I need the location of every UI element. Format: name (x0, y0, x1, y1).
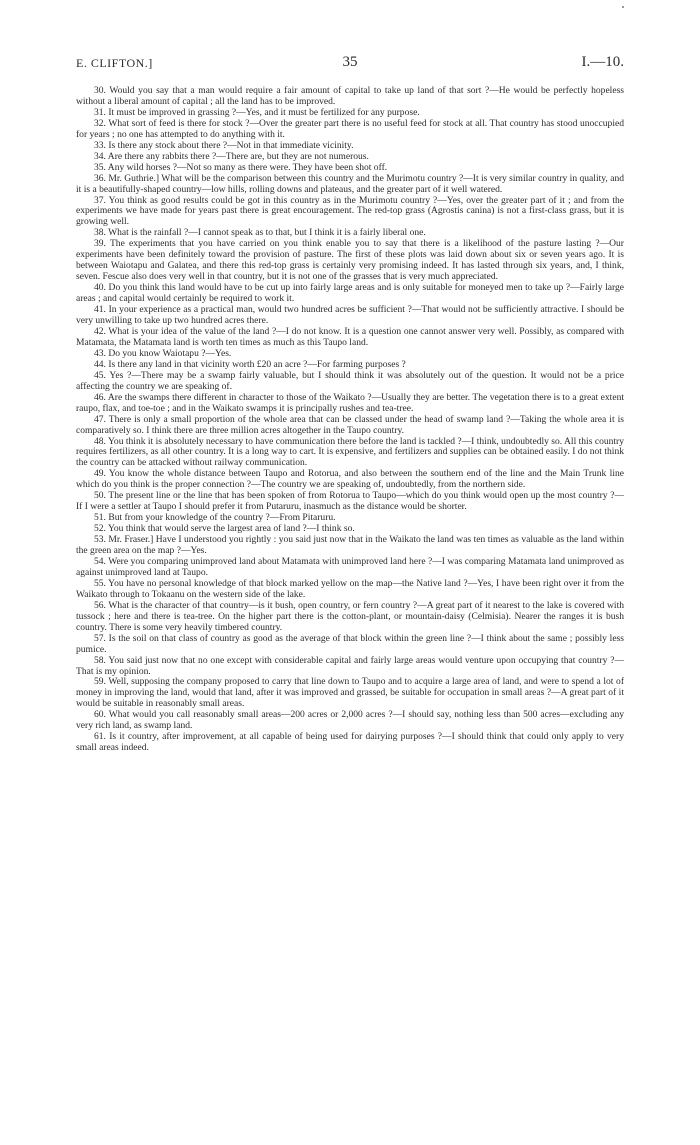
question-35: 35. Any wild horses ?—Not so many as there were. They have been shot off. (94, 161, 388, 173)
question-33: 33. Is there any stock about there ?—Not in that immediate vicinity. (94, 139, 354, 151)
question-52: 52. You think that would serve the largest area of land ?—I think so. (94, 523, 355, 535)
question-56: 56. What is the character of that country—is it bush, open country, or fern country ?—A great part of it nearest to the lake is covered with tussock ; here and there is tea-tree. On the higher part there is the cotton-plant, or mountain-daisy (Celmisia). Nearer the ranges it is bush country. There is some very heavily timbered country. (76, 599, 624, 633)
question-38: 38. What is the rainfall ?—I cannot speak as to that, but I think it is a fairly liberal one. (94, 227, 426, 239)
question-32: 32. What sort of feed is there for stock ?—Over the greater part there is no useful feed for stock at all. That country has stood unoccupied for years ; no one has attempted to do anything with it. (76, 117, 624, 140)
question-57: 57. Is the soil on that class of country as good as the average of that block within the green line ?—I think about the same ; possibly less pumice. (76, 632, 624, 655)
question-36: 36. Mr. Guthrie.] What will be the comparison between this country and the Murimotu country ?—It is very similar country in quality, and it is a beautifully-shaped country—low hills, rolling downs and plateaus, and the greater part of it well watered. (76, 172, 624, 195)
question-61: 61. Is it country, after improvement, at all capable of being used for dairying purposes ?—I should think that could only apply to very small areas indeed. (76, 731, 624, 754)
question-48: 48. You think it is absolutely necessary to have communication there before the land is tackled ?—I think, undoubtedly so. All this country requires fertilizers, as all other country. It is a long way to cart. It is expensive, and fertilizers and supplies can be obtained easily. I do not think the country can be attacked without railway communication. (76, 435, 624, 469)
question-39: 39. The experiments that you have carried on you think enable you to say that there is a likelihood of the pasture lasting ?—Our experiments have been definitely toward the provision of pasture. The first of these plots was laid down about six or seven years ago. It is between Waiotapu and Galatea, and there this red-top grass is certainly very promising indeed. It has lasted through six years, and, I think, seven. Fescue also does very well in that country, but it is not one of the grasses that is very much appreciated. (76, 238, 624, 283)
question-41: 41. In your experience as a practical man, would two hundred acres be sufficient ?—That would not be sufficiently attractive. I should be very unwilling to take up two hundred acres there. (76, 304, 624, 327)
question-42: 42. What is your idea of the value of the land ?—I do not know. It is a question one cannot answer very well. Possibly, as compared with Matamata, the Matamata land is worth ten times as much as this Taupo land. (76, 325, 624, 348)
question-34: 34. Are there any rabbits there ?—There are, but they are not numerous. (94, 150, 369, 162)
question-59: 59. Well, supposing the company proposed to carry that line down to Taupo and to acquire a large area of land, and were to spend a lot of money in improving the land, would that land, after it was improved and grassed, be suitable for occupation in small areas ?—A great part of it would be suitable in reasonably small areas. (76, 676, 624, 710)
question-58: 58. You said just now that no one except with considerable capital and fairly large areas would venture upon occupying that country ?—That is my opinion. (76, 654, 624, 677)
paper-reference: I.—10. (581, 54, 624, 70)
question-50: 50. The present line or the line that has been spoken of from Rotorua to Taupo—which do you think would open up the most country ?—If I were a settler at Taupo I should prefer it from Putaruru, inasmuch as the distance would be shorter. (76, 490, 624, 513)
document-page (76, 56, 624, 754)
question-47: 47. There is only a small proportion of the whole area that can be classed under the head of swamp land ?—Taking the whole area it is comparatively so. I think there are three million acres altogether in the Taupo country. (76, 413, 624, 436)
question-44: 44. Is there any land in that vicinity worth £20 an acre ?—For farming purposes ? (94, 358, 406, 370)
question-53: 53. Mr. Fraser.] Have I understood you rightly : you said just now that in the Waikato the land was ten times as valuable as the land within the green area on the map ?—Yes. (76, 534, 624, 557)
question-60: 60. What would you call reasonably small areas—200 acres or 2,000 acres ?—I should say, nothing less than 500 acres—excluding any very rich land, as swamp land. (76, 709, 624, 732)
question-45: 45. Yes ?—There may be a swamp fairly valuable, but I should think it was absolutely out of the question. It would not be a price affecting the country we are speaking of. (76, 369, 624, 392)
page-speck (622, 6, 624, 8)
header-witness-name: E. CLIFTON.] (76, 56, 153, 70)
page-header (76, 56, 624, 78)
question-37: 37. You think as good results could be got in this country as in the Murimotu country ?—Yes, over the greater part of it ; and from the experiments we have made for years past there is great encouragement. The red-top grass (Agrostis canina) is not a first-class grass, but it is growing well. (76, 194, 624, 228)
page-number: 35 (342, 54, 358, 70)
question-46: 46. Are the swamps there different in character to those of the Waikato ?—Usually they are better. The vegetation there is to a great extent raupo, flax, and toe-toe ; and in the Waikato swamps it is principally rushes and tea-tree. (76, 391, 624, 414)
question-43: 43. Do you know Waiotapu ?—Yes. (94, 347, 232, 359)
question-54: 54. Were you comparing unimproved land about Matamata with unimproved land here ?—I was comparing Matamata land unimproved as against unimproved land at Taupo. (76, 555, 624, 578)
question-49: 49. You know the whole distance between Taupo and Rotorua, and also between the southern end of the line and the Main Trunk line which do you think is the proper connection ?—The country we are speaking of, undoubtedly, from the northern side. (76, 468, 624, 491)
question-55: 55. You have no personal knowledge of that block marked yellow on the map—the Native land ?—Yes, I have been right over it from the Waikato through to Tokaanu on the western side of the lake. (76, 577, 624, 600)
question-40: 40. Do you think this land would have to be cut up into fairly large areas and is only suitable for moneyed men to take up ?—Fairly large areas ; and capital would certainly be required to work it. (76, 282, 624, 305)
question-51: 51. But from your knowledge of the country ?—From Pitaruru. (94, 512, 336, 524)
evidence-body (76, 86, 624, 754)
question-31: 31. It must be improved in grassing ?—Yes, and it must be fertilized for any purpose. (94, 106, 420, 118)
question-30: 30. Would you say that a man would require a fair amount of capital to take up land of that sort ?—He would be perfectly hopeless without a liberal amount of capital ; all the land has to be improved. (76, 85, 624, 107)
